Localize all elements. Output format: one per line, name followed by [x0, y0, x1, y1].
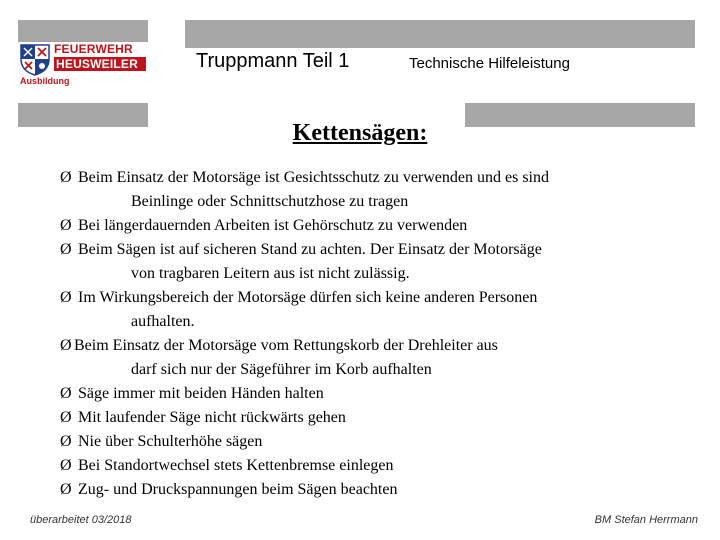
footer-author: BM Stefan Herrmann — [594, 514, 698, 526]
bullet-item — [60, 406, 710, 430]
bullet-line-text: Bei längerdauernden Arbeiten ist Gehörschutz zu verwenden — [78, 217, 468, 234]
arrow-bullet-icon: Ø — [60, 241, 72, 258]
bullet-text — [60, 166, 710, 190]
course-title: Truppmann Teil 1 — [196, 50, 350, 72]
bullet-line-text: Zug- und Druckspannungen beim Sägen beachten — [78, 481, 398, 498]
fire-department-logo — [18, 42, 148, 90]
bullet-item — [60, 430, 710, 454]
bullet-text — [60, 430, 710, 454]
arrow-bullet-icon: Ø — [60, 385, 72, 402]
bullet-text — [60, 406, 710, 430]
bullet-text — [60, 214, 710, 238]
bullet-text — [60, 478, 710, 502]
bullet-text-continuation — [60, 358, 710, 382]
bullet-line-text: Im Wirkungsbereich der Motorsäge dürfen sich keine anderen Personen — [78, 289, 538, 306]
bullet-text — [60, 382, 710, 406]
bullet-line-text: Beim Sägen ist auf sicheren Stand zu achten. Der Einsatz der Motorsäge — [78, 241, 542, 258]
bullet-line-text: Bei Standortwechsel stets Kettenbremse einlegen — [78, 457, 394, 474]
bullet-line-text: aufhalten. — [131, 313, 195, 330]
arrow-bullet-icon: Ø — [60, 481, 72, 498]
bullet-item — [60, 214, 710, 238]
bullet-line-text: Nie über Schulterhöhe sägen — [78, 433, 263, 450]
bullet-text — [60, 454, 710, 478]
bullet-item — [60, 454, 710, 478]
bullet-line-text: Beim Einsatz der Motorsäge vom Rettungskorb der Drehleiter aus — [74, 337, 498, 354]
bullet-text — [60, 334, 710, 358]
header-bar-left — [18, 20, 148, 42]
bullet-item — [60, 166, 710, 214]
bullet-item — [60, 478, 710, 502]
bullet-item — [60, 334, 710, 382]
bullet-line-text: Mit laufender Säge nicht rückwärts gehen — [78, 409, 346, 426]
arrow-bullet-icon: Ø — [60, 337, 72, 354]
arrow-bullet-icon: Ø — [60, 457, 72, 474]
bullet-item — [60, 382, 710, 406]
footer-revision-date: überarbeitet 03/2018 — [30, 514, 132, 526]
bullet-line-text: Säge immer mit beiden Händen halten — [78, 385, 324, 402]
arrow-bullet-icon: Ø — [60, 289, 72, 306]
coat-of-arms-icon — [18, 42, 52, 76]
bullet-item — [60, 238, 710, 286]
arrow-bullet-icon: Ø — [60, 169, 72, 186]
arrow-bullet-icon: Ø — [60, 409, 72, 426]
logo-text-feuerwehr: FEUERWEHR — [54, 42, 146, 56]
course-subtitle: Technische Hilfeleistung — [409, 55, 570, 72]
bullet-item — [60, 286, 710, 334]
slide-heading: Kettensägen: — [292, 120, 428, 146]
bullet-text-continuation — [60, 190, 710, 214]
bullet-text — [60, 238, 710, 262]
arrow-bullet-icon: Ø — [60, 433, 72, 450]
bullet-text-continuation — [60, 262, 710, 286]
arrow-bullet-icon: Ø — [60, 217, 72, 234]
bullet-line-text: darf sich nur der Sägeführer im Korb aufhalten — [131, 361, 432, 378]
header-bar-right — [185, 20, 695, 48]
logo-text-heusweiler: HEUSWEILER — [54, 57, 146, 71]
bullet-list — [60, 166, 710, 502]
logo-text-ausbildung: Ausbildung — [20, 76, 70, 86]
bullet-text-continuation — [60, 310, 710, 334]
bullet-line-text: von tragbaren Leitern aus ist nicht zulässig. — [131, 265, 410, 282]
bullet-line-text: Beinlinge oder Schnittschutzhose zu tragen — [131, 193, 409, 210]
bullet-text — [60, 286, 710, 310]
bullet-line-text: Beim Einsatz der Motorsäge ist Gesichtsschutz zu verwenden und es sind — [78, 169, 549, 186]
